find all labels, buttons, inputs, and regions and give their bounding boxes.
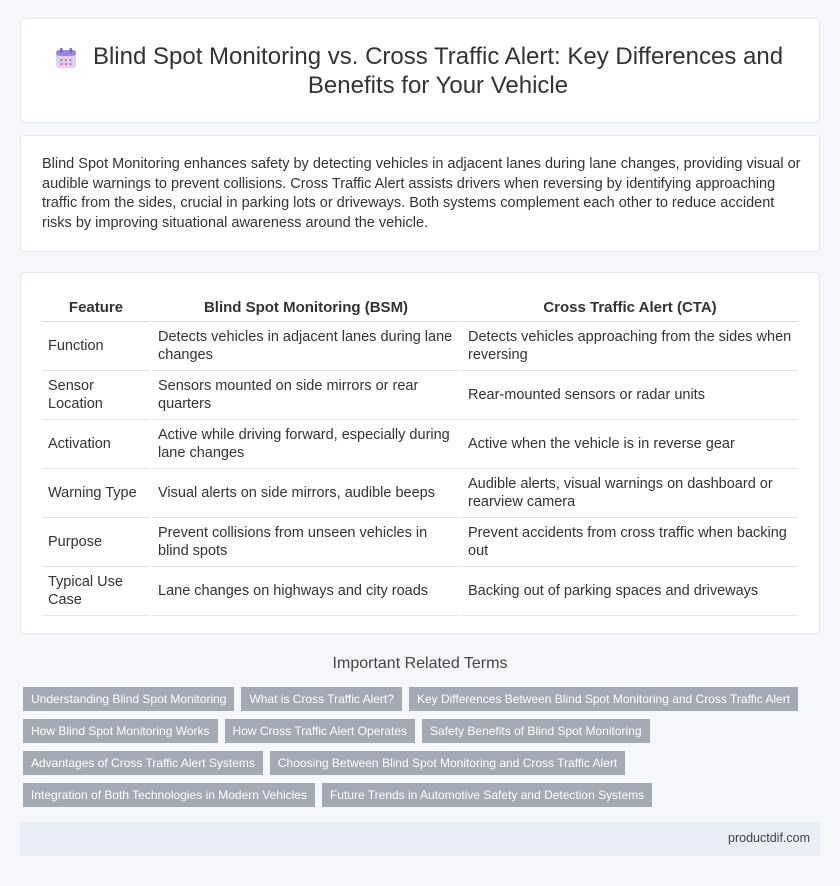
comparison-table-card [20, 272, 820, 634]
table-row [42, 468, 798, 517]
footer [20, 822, 820, 856]
bsm-cell: Lane changes on highways and city roads [151, 566, 461, 615]
intro-paragraph: Blind Spot Monitoring enhances safety by detecting vehicles in adjacent lanes during lane changes, providing visual or audible warnings to prevent collisions. Cross Traffic Alert assists drivers when reversing by identifying approaching traffic from the sides, crucial in parking lots or driveways. Both systems complement each other to reduce accident risks by improving situational awareness around the vehicle. [42, 156, 801, 231]
column-header-bsm: Blind Spot Monitoring (BSM) [151, 294, 461, 321]
related-term-tag[interactable]: Key Differences Between Blind Spot Monitoring and Cross Traffic Alert [409, 687, 798, 711]
column-header-feature: Feature [42, 294, 151, 321]
related-term-tag[interactable]: How Blind Spot Monitoring Works [23, 719, 218, 743]
bsm-cell: Sensors mounted on side mirrors or rear quarters [151, 370, 461, 419]
cta-cell: Detects vehicles approaching from the sides when reversing [461, 321, 798, 370]
comparison-table [42, 294, 798, 616]
related-term-tag[interactable]: What is Cross Traffic Alert? [241, 687, 402, 711]
tag-row [23, 687, 803, 711]
related-term-tag[interactable]: How Cross Traffic Alert Operates [225, 719, 416, 743]
cta-cell: Prevent accidents from cross traffic when backing out [461, 517, 798, 566]
tag-row [23, 783, 803, 807]
related-terms-list [23, 687, 803, 815]
tag-row [23, 751, 803, 775]
cta-cell: Active when the vehicle is in reverse gear [461, 419, 798, 468]
table-row [42, 321, 798, 370]
bsm-cell: Detects vehicles in adjacent lanes during lane changes [151, 321, 461, 370]
feature-cell: Function [42, 321, 151, 370]
related-term-tag[interactable]: Choosing Between Blind Spot Monitoring and Cross Traffic Alert [270, 751, 625, 775]
feature-cell: Warning Type [42, 468, 151, 517]
table-row [42, 419, 798, 468]
cta-cell: Rear-mounted sensors or radar units [461, 370, 798, 419]
feature-cell: Purpose [42, 517, 151, 566]
intro-card [20, 135, 820, 252]
cta-cell: Audible alerts, visual warnings on dashboard or rearview camera [461, 468, 798, 517]
feature-cell: Activation [42, 419, 151, 468]
feature-cell: Typical Use Case [42, 566, 151, 615]
related-term-tag[interactable]: Advantages of Cross Traffic Alert Systems [23, 751, 263, 775]
footer-site-name[interactable]: productdif.com [728, 831, 810, 845]
table-header-row [42, 294, 798, 321]
cta-cell: Backing out of parking spaces and driveways [461, 566, 798, 615]
table-row [42, 566, 798, 615]
bsm-cell: Visual alerts on side mirrors, audible beeps [151, 468, 461, 517]
related-term-tag[interactable]: Integration of Both Technologies in Modern Vehicles [23, 783, 315, 807]
table-row [42, 370, 798, 419]
column-header-cta: Cross Traffic Alert (CTA) [461, 294, 798, 321]
tag-row [23, 719, 803, 743]
related-term-tag[interactable]: Future Trends in Automotive Safety and Detection Systems [322, 783, 652, 807]
bsm-cell: Prevent collisions from unseen vehicles in blind spots [151, 517, 461, 566]
bsm-cell: Active while driving forward, especially during lane changes [151, 419, 461, 468]
related-terms-heading: Important Related Terms [332, 655, 508, 672]
feature-cell: Sensor Location [42, 370, 151, 419]
related-term-tag[interactable]: Understanding Blind Spot Monitoring [23, 687, 234, 711]
page-title: Blind Spot Monitoring vs. Cross Traffic Alert: Key Differences and Benefits for Your Vehicle [92, 42, 784, 99]
title-card [20, 18, 820, 123]
related-term-tag[interactable]: Safety Benefits of Blind Spot Monitoring [422, 719, 649, 743]
table-row [42, 517, 798, 566]
